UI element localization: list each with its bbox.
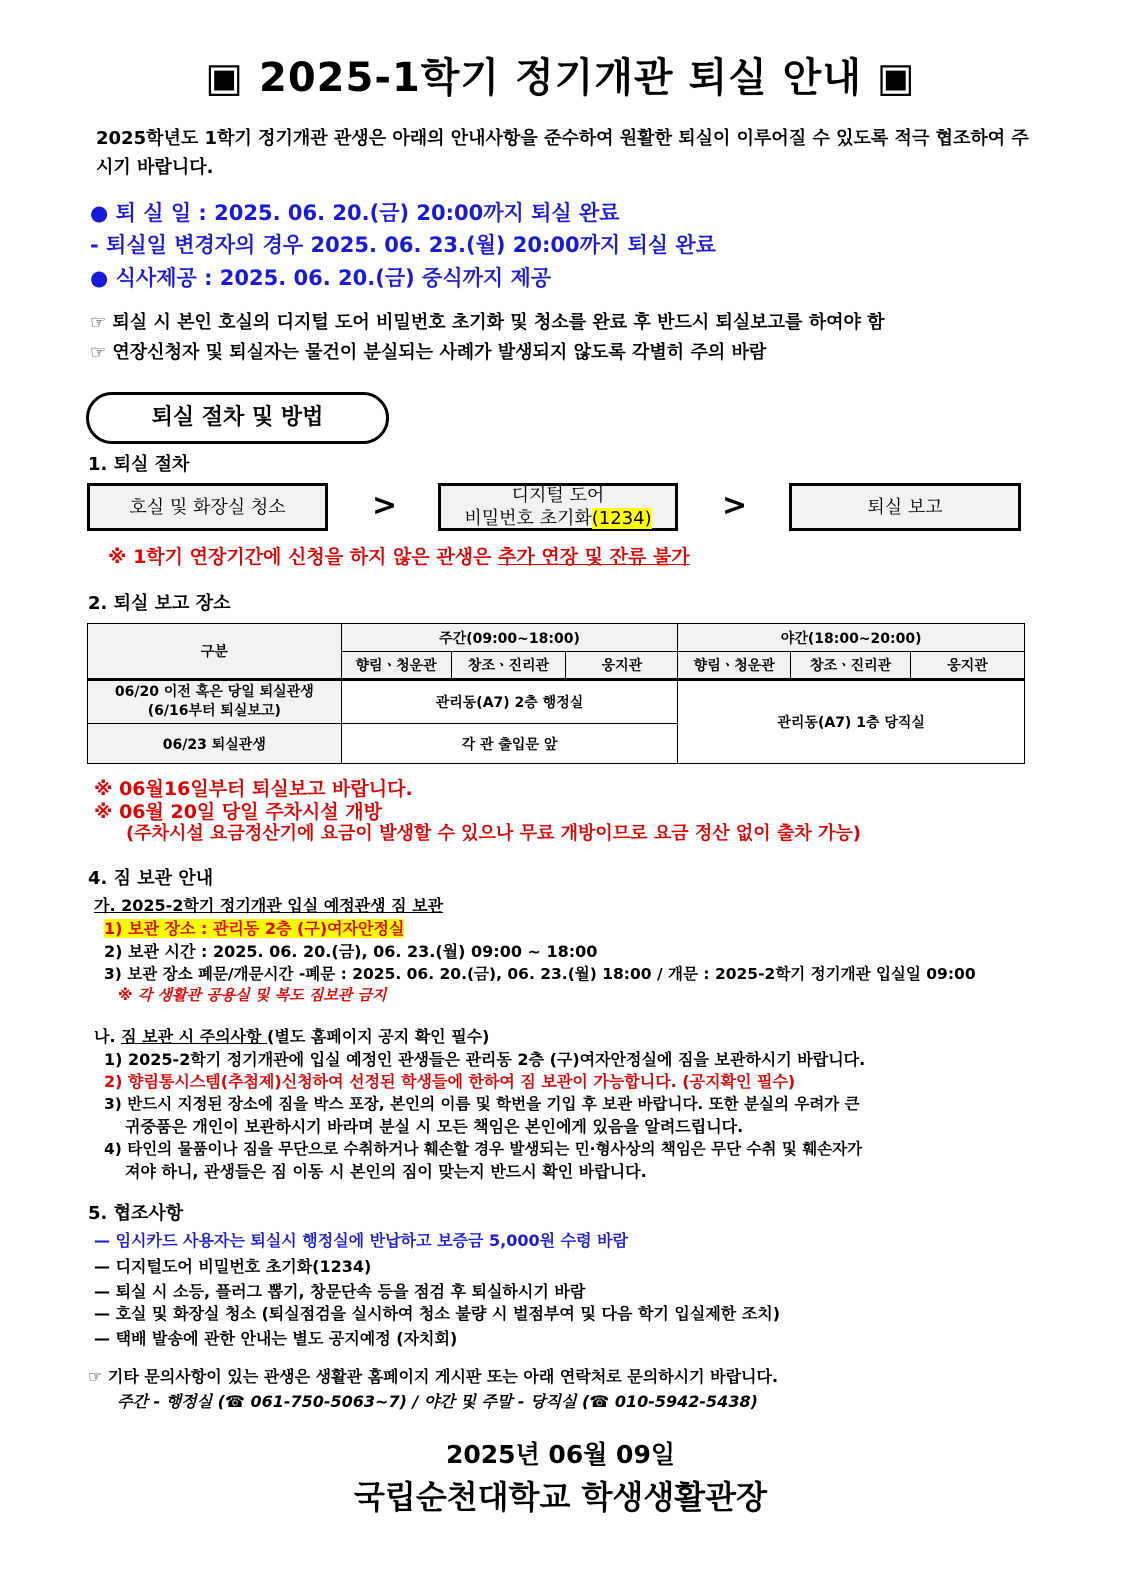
storage-b-item: 4) 타인의 물품이나 짐을 무단으로 수취하거나 훼손할 경우 발생되는 민·형사상의 책임은 무단 수취 및 훼손자가 — [104, 1140, 863, 1158]
storage-a-item: 1) 보관 장소 : 관리동 2층 (구)여자안정실 — [104, 919, 405, 938]
report-heading: 2. 퇴실 보고 장소 — [88, 593, 231, 614]
storage-b-item: 1) 2025-2학기 정기개관에 입실 예정인 관생들은 관리동 2층 (구)여자안정실에 짐을 보관하시기 바랍니다. — [104, 1050, 866, 1069]
issuer-name: 국립순천대학교 학생생활관장 — [354, 1478, 767, 1516]
storage-b-item: 2) 향림통시스템(추첨제)신청하여 선정된 학생들에 한하여 짐 보관이 가능합니다. (공지확인 필수) — [104, 1072, 796, 1091]
report-remark: (주차시설 요금정산기에 요금이 발생할 수 있으나 무료 개방이므로 요금 정산 없이 출차 가능) — [126, 823, 862, 844]
storage-b-item: 3) 반드시 지정된 장소에 짐을 박스 포장, 본인의 이름 및 학번을 기입 후 보관 바랍니다. 또한 분실의 우려가 큰 — [104, 1095, 860, 1113]
storage-a-item: 3) 보관 장소 폐문/개문시간 -폐문 : 2025. 06. 20.(금), 06. 23.(월) 18:00 / 개문 : 2025-2학기 정기개관 입실일 09:00 — [104, 965, 976, 983]
note-item: ☞ 퇴실 시 본인 호실의 디지털 도어 비밀번호 초기화 및 청소를 완료 후 반드시 퇴실보고를 하여야 함 — [90, 312, 885, 333]
page-title: ▣ 2025-1학기 정기개관 퇴실 안내 ▣ — [205, 55, 916, 101]
step-label-line1: 디지털 도어 — [511, 485, 605, 506]
step-label: 호실 및 화장실 청소 — [129, 496, 286, 518]
report-remark: ※ 06월16일부터 퇴실보고 바랍니다. — [94, 778, 413, 800]
table-header-hall: 창조ㆍ진리관 — [791, 652, 911, 680]
extension-warning-emphasis: 추가 연장 및 잔류 불가 — [498, 546, 690, 568]
procedure-step-door-reset — [438, 483, 678, 531]
section-title-pill: 퇴실 절차 및 방법 — [86, 392, 389, 444]
procedure-step-report — [789, 483, 1021, 531]
storage-b-title: 나. 짐 보관 시 주의사항 (별도 홈페이지 공지 확인 필수) — [94, 1027, 490, 1046]
storage-a-title: 가. 2025-2학기 정기개관 입실 예정관생 짐 보관 — [94, 896, 444, 915]
storage-a-warning: ※ 각 생활관 공용실 및 복도 짐보관 금지 — [118, 986, 387, 1004]
table-header-day: 주간(09:00~18:00) — [341, 624, 678, 652]
cooperation-item: — 퇴실 시 소등, 플러그 뽑기, 창문단속 등을 점검 후 퇴실하시기 바람 — [94, 1282, 586, 1301]
storage-b-item-cont: 귀중품은 개인이 보관하시기 바라며 분실 시 모든 책임은 본인에게 있음을 알려드립니다. — [125, 1117, 744, 1136]
table-header-category: 구분 — [88, 624, 342, 680]
note-item: ☞ 연장신청자 및 퇴실자는 물건이 분실되는 사례가 발생되지 않도록 각별히 주의 바람 — [90, 342, 767, 363]
row-label-line: (6/16부터 퇴실보고) — [147, 703, 281, 719]
arrow-icon: > — [372, 488, 398, 523]
step-label: 퇴실 보고 — [867, 496, 943, 518]
checkout-day: ● 퇴 실 일 : 2025. 06. 20.(금) 20:00까지 퇴실 완료 — [90, 201, 620, 225]
cooperation-heading: 5. 협조사항 — [88, 1203, 184, 1224]
storage-a-item: 2) 보관 시간 : 2025. 06. 20.(금), 06. 23.(월) 09:00 ~ 18:00 — [104, 942, 598, 961]
row-label-line: 06/20 이전 혹은 당일 퇴실관생 — [114, 684, 314, 700]
door-code: (1234) — [591, 508, 652, 529]
meal-info: ● 식사제공 : 2025. 06. 20.(금) 중식까지 제공 — [90, 266, 552, 290]
cooperation-item: — 호실 및 화장실 청소 (퇴실점검을 실시하여 청소 불량 시 벌점부여 및 다음 학기 입실제한 조치) — [94, 1304, 781, 1323]
procedure-heading: 1. 퇴실 절차 — [88, 454, 190, 475]
arrow-icon: > — [722, 488, 748, 523]
table-cell-day-place: 관리동(A7) 2층 행정실 — [341, 680, 678, 724]
issue-date: 2025년 06월 09일 — [445, 1440, 676, 1469]
contact-line: ☞ 기타 문의사항이 있는 관생은 생활관 홈페이지 게시판 또는 아래 연락처로 문의하시기 바랍니다. — [88, 1367, 779, 1386]
report-location-table — [87, 623, 1025, 764]
table-header-hall: 향림ㆍ청운관 — [678, 652, 791, 680]
procedure-step-clean — [87, 483, 328, 531]
changed-checkout-day: - 퇴실일 변경자의 경우 2025. 06. 23.(월) 20:00까지 퇴실 완료 — [90, 233, 716, 257]
table-row-label: 06/23 퇴실관생 — [88, 724, 342, 764]
table-header-night: 야간(18:00~20:00) — [678, 624, 1025, 652]
table-header-hall: 향림ㆍ청운관 — [341, 652, 451, 680]
cooperation-item: — 디지털도어 비밀번호 초기화(1234) — [94, 1257, 372, 1276]
cooperation-item: — 택배 발송에 관한 안내는 별도 공지예정 (자치회) — [94, 1329, 458, 1348]
contact-phones: 주간 - 행정실 (☎ 061-750-5063~7) / 야간 및 주말 - 당직실 (☎ 010-5942-5438) — [117, 1392, 758, 1411]
storage-heading: 4. 짐 보관 안내 — [88, 868, 214, 889]
table-header-hall: 웅지관 — [911, 652, 1025, 680]
table-cell-day-place: 각 관 출입문 앞 — [341, 724, 678, 764]
intro-text: 2025학년도 1학기 정기개관 관생은 아래의 안내사항을 준수하여 원활한 퇴실이 이루어질 수 있도록 적극 협조하여 주시기 바랍니다. — [96, 128, 1029, 178]
table-cell-night-place: 관리동(A7) 1층 당직실 — [678, 680, 1025, 764]
table-row-label — [88, 680, 342, 724]
table-header-hall: 웅지관 — [566, 652, 678, 680]
report-remark: ※ 06월 20일 당일 주차시설 개방 — [94, 801, 382, 823]
cooperation-item: — 임시카드 사용자는 퇴실시 행정실에 반납하고 보증금 5,000원 수령 바람 — [94, 1231, 629, 1250]
storage-b-item-cont: 져야 하니, 관생들은 짐 이동 시 본인의 짐이 맞는지 반드시 확인 바랍니다. — [125, 1162, 647, 1181]
extension-warning: ※ 1학기 연장기간에 신청을 하지 않은 관생은 추가 연장 및 잔류 불가 — [108, 546, 690, 568]
table-header-hall: 창조ㆍ진리관 — [451, 652, 566, 680]
step-label-line2: 비밀번호 초기화(1234) — [464, 508, 652, 529]
